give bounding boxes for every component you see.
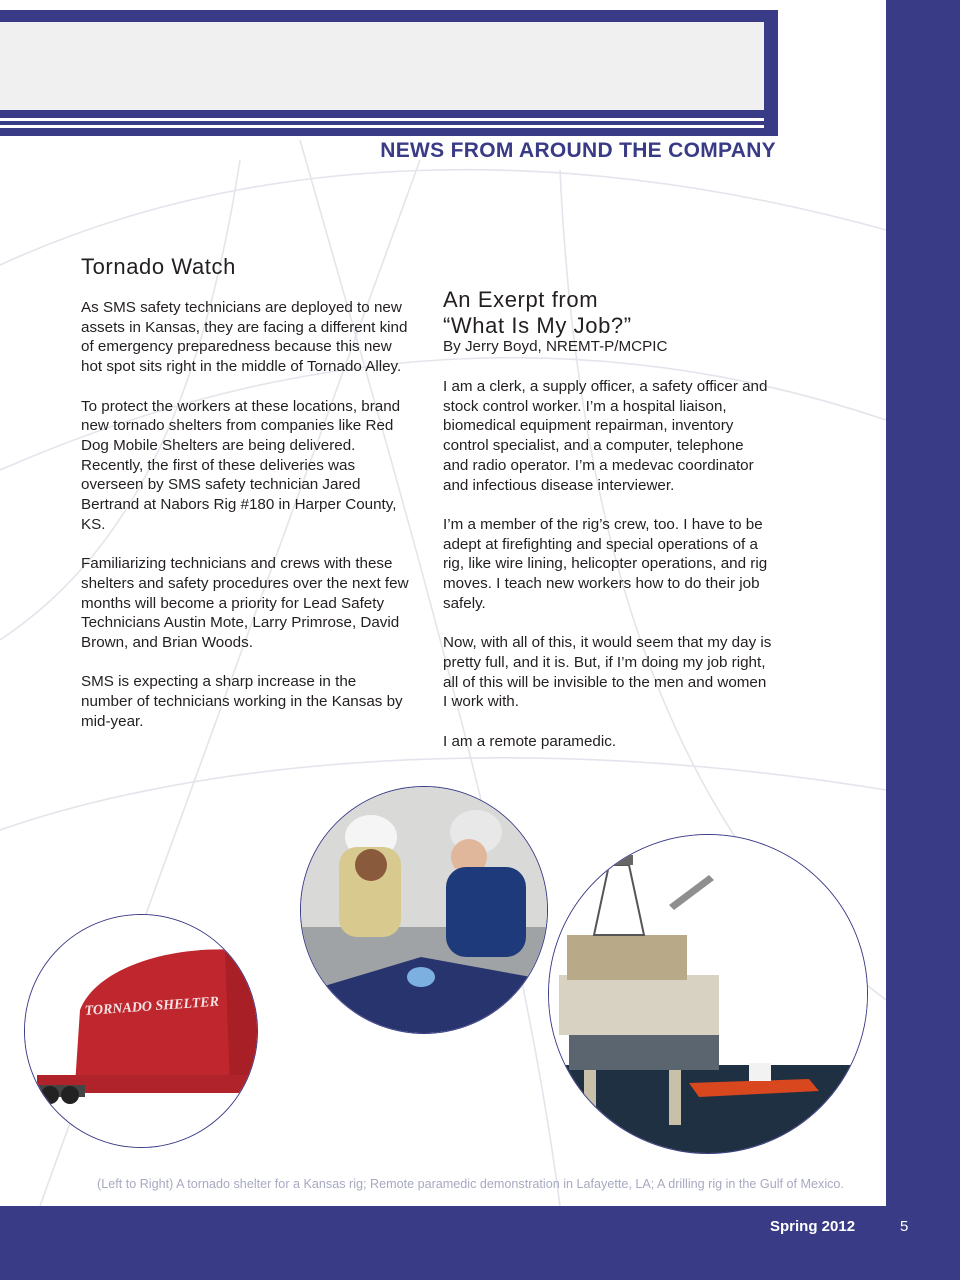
- header-rule: [0, 118, 764, 121]
- rig-illustration: [549, 835, 867, 1153]
- photo-caption: (Left to Right) A tornado shelter for a Kansas rig; Remote paramedic demonstration in Lafayette, LA; A drilling rig in the Gulf of Mexico.: [97, 1177, 844, 1191]
- page-number: 5: [900, 1218, 909, 1235]
- issue-label: Spring 2012: [770, 1218, 856, 1235]
- paragraph: To protect the workers at these locations, brand new tornado shelters from companies like Red Dog Mobile Shelters are being delivered. Recently, the first of these deliveries was overseen by SMS safety technician Jared Bertrand at Nabors Rig #180 in Harper County, KS.: [81, 397, 401, 533]
- photo-tornado-shelter: [24, 914, 258, 1148]
- paragraph: Familiarizing technicians and crews with these shelters and safety procedures over the next few months will become a priority for Lead Safety Technicians Austin Mote, Larry Primrose, David Brown, and Brian Woods.: [81, 555, 409, 651]
- article-title-tornado-watch: Tornado Watch: [81, 254, 236, 279]
- photo-paramedic-demo: [300, 786, 548, 1034]
- article-title-line1: An Exerpt from: [443, 287, 599, 312]
- paragraph: I am a remote paramedic.: [443, 732, 617, 750]
- section-banner: NEWS FROM AROUND THE COMPANY: [380, 139, 776, 162]
- right-margin-band: [886, 0, 960, 1280]
- header-panel: [0, 22, 764, 110]
- header-rule: [0, 125, 764, 128]
- shelter-label: TORNADO SHELTER: [84, 994, 220, 1019]
- paragraph: I am a clerk, a supply officer, a safety officer and stock control worker. I’m a hospital liaison, biomedical equipment repairman, inventory control specialist, and a computer, telephone and radio operator. I’m a medevac coordinator and infectious disease interviewer.: [443, 378, 768, 494]
- paragraph: As SMS safety technicians are deployed to new assets in Kansas, they are facing a different kind of emergency preparedness because this new hot spot sits right in the middle of Tornado Alley.: [81, 299, 408, 376]
- shelter-illustration: [25, 915, 257, 1147]
- article-body-tornado-watch: [81, 298, 411, 751]
- article-body-what-is-my-job: [443, 377, 773, 771]
- article-byline: By Jerry Boyd, NREMT-P/MCPIC: [443, 338, 668, 355]
- paragraph: Now, with all of this, it would seem that my day is pretty full, and it is. But, if I’m doing my job right, all of this will be invisible to the men and women I work with.: [443, 634, 772, 711]
- article-title-line2: “What Is My Job?”: [443, 313, 632, 338]
- photo-drilling-rig: [548, 834, 868, 1154]
- paragraph: SMS is expecting a sharp increase in the number of technicians working in the Kansas by mid-year.: [81, 673, 403, 730]
- paragraph: I’m a member of the rig’s crew, too. I have to be adept at firefighting and special operations of a rig, like wire lining, helicopter operations, and rig moves. I teach new workers how to do their job safely.: [443, 515, 768, 612]
- paramedic-illustration: [301, 787, 547, 1033]
